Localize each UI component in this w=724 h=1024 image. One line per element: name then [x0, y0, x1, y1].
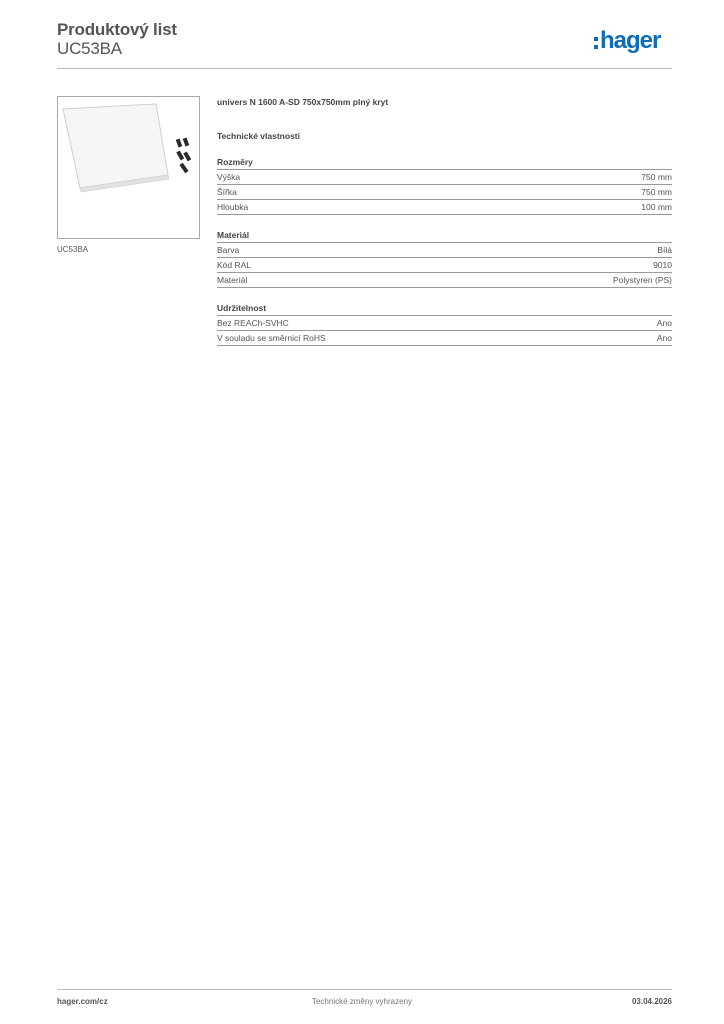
logo-wordmark: hager	[600, 27, 661, 54]
spec-section-dimensions	[217, 156, 672, 215]
specs-heading: Technické vlastnosti	[217, 131, 300, 141]
spec-label: Kód RAL	[217, 260, 252, 270]
header-divider	[57, 68, 672, 69]
footer-divider	[57, 989, 672, 990]
spec-section-material	[217, 229, 672, 288]
hager-logo	[594, 26, 660, 56]
spec-row	[217, 331, 672, 346]
spec-label: Materiál	[217, 275, 248, 285]
spec-value: 100 mm	[641, 202, 672, 212]
spec-label: Výška	[217, 172, 241, 182]
footer-website[interactable]: hager.com/cz	[57, 997, 108, 1006]
spec-row	[217, 185, 672, 200]
spec-value: 9010	[653, 260, 672, 270]
product-name: univers N 1600 A-SD 750x750mm plný kryt	[217, 97, 389, 107]
spec-label: V souladu se směrnicí RoHS	[217, 333, 326, 343]
spec-value: Ano	[656, 333, 672, 343]
section-title: Rozměry	[217, 156, 672, 170]
spec-label: Šířka	[217, 187, 237, 197]
section-title: Udržitelnost	[217, 302, 672, 316]
spec-label: Bez REACh-SVHC	[217, 318, 289, 328]
product-image	[57, 96, 200, 239]
spec-row	[217, 170, 672, 185]
spec-row	[217, 316, 672, 331]
product-code: UC53BA	[57, 39, 122, 58]
spec-section-sustainability	[217, 302, 672, 346]
spec-value: 750 mm	[641, 172, 672, 182]
spec-value: Polystyren (PS)	[612, 275, 672, 285]
footer-date: 03.04.2026	[631, 997, 672, 1006]
spec-row	[217, 243, 672, 258]
cover-panel-illustration	[58, 97, 199, 238]
spec-row	[217, 273, 672, 288]
specifications	[217, 96, 672, 346]
logo-dots-icon	[594, 37, 598, 49]
section-title: Materiál	[217, 229, 672, 243]
document-title: Produktový list	[57, 20, 177, 39]
spec-value: 750 mm	[641, 187, 672, 197]
spec-label: Barva	[217, 245, 240, 255]
spec-row	[217, 200, 672, 215]
spec-value: Bílá	[657, 245, 672, 255]
spec-label: Hloubka	[217, 202, 249, 212]
spec-value: Ano	[656, 318, 672, 328]
spec-row	[217, 258, 672, 273]
screws-icon	[176, 138, 191, 174]
footer-notice: Technické změny vyhrazeny	[311, 997, 413, 1006]
image-caption: UC53BA	[57, 245, 89, 254]
